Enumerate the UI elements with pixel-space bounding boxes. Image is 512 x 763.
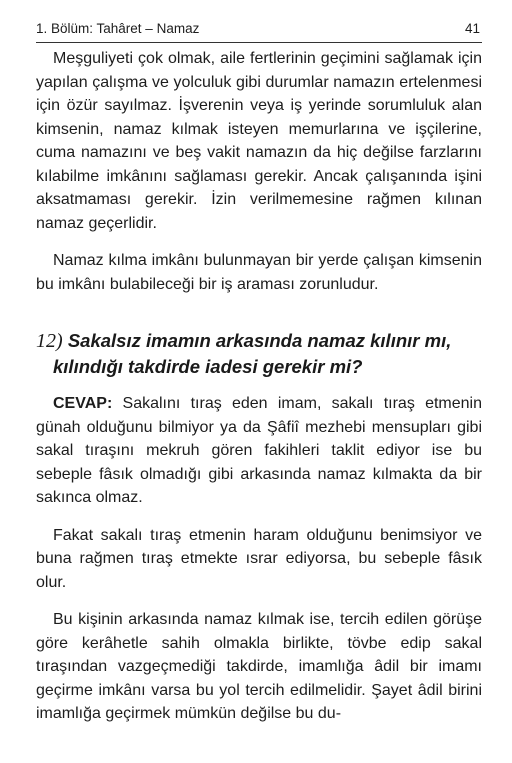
question-number: 12) [36,330,63,352]
body-paragraph: Meşguliyeti çok olmak, aile fertlerinin geçimini sağlamak için yapılan çalışma ve yolculuk gibi durumlar namazın ertelenmesi için özür sayılmaz. İşverenin veya iş yerinde sorumluluk alan kimsenin, namaz kılmak isteyen memurlarına ve işçilerine, cuma namazını ve beş vakit namazın da hiç değilse farzlarını kılabilme imkânını sağlaması gerekir. Ancak çalışanında işini aksatmaması gerekir. İzin verilmemesine rağmen kılınan namaz geçerlidir. [36,50,482,232]
answer-paragraph [36,392,482,510]
chapter-title: 1. Bölüm: Tahâret – Namaz [36,21,200,36]
answer-paragraph: Fakat sakalı tıraş etmenin haram olduğunu benimsiyor ve buna rağmen tıraş etmekte ısrar ediyorsa, bu sebeple fâsık olur. [36,526,482,591]
answer-paragraph: Bu kişinin arkasında namaz kılmak ise, tercih edilen görüşe göre kerâhetle sahih olmakla birlikte, tövbe edip sakal tıraşından vazgeçmediği takdirde, imamlığa âdil bir imamı geçirme imkânı varsa bu yol tercih edilmelidir. Şayet âdil birini imamlığa geçirmek mümkün değilse bu du- [36,611,482,722]
answer-label: CEVAP: [53,395,113,412]
running-header [36,20,482,43]
question-heading [36,328,482,380]
body-paragraph: Namaz kılma imkânı bulunmayan bir yerde çalışan kimsenin bu imkânı bulabileceği bir iş araması zorunludur. [36,252,482,293]
question-text: Sakalsız imamın arkasında namaz kılınır mı, kılındığı takdirde iadesi gerekir mi? [53,330,452,377]
answer-text: Sakalını tıraş eden imam, sakalı tıraş etmenin günah olduğunu bilmiyor ya da Şâfiî mezhebi mensupları gibi sakal tıraşını mekruh gören fakihleri taklit ediyor ise bu sebeple fâsık olmadığı gibi arkasında namaz kılmakta da bir sakınca olmaz. [36,395,482,506]
page-number: 41 [464,21,480,36]
page-body [36,47,482,726]
